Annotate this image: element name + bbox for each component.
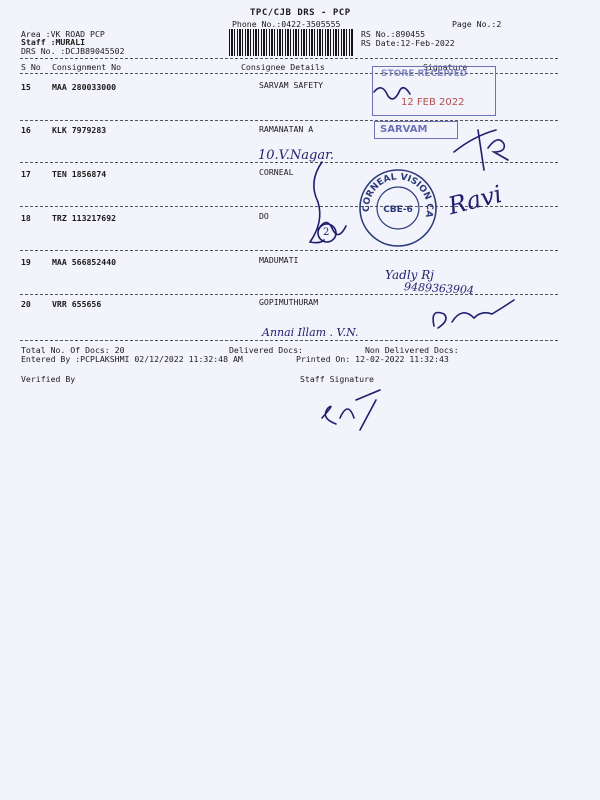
rs-date: RS Date:12-Feb-2022: [361, 38, 455, 48]
row-consignment: TRZ 113217692: [52, 213, 117, 223]
signature-row20: [433, 300, 514, 328]
row-consignee: GOPIMUTHURAM: [259, 297, 319, 307]
col-sno: S No: [21, 62, 41, 72]
sarvam-stamp-text: SARVAM: [380, 124, 428, 135]
row-consignment: MAA 566852440: [52, 257, 117, 267]
delivered-docs: Delivered Docs:: [229, 345, 303, 355]
entered-by: Entered By :PCPLAKSHMI 02/12/2022 11:32:48 AM: [21, 354, 243, 364]
area-label: Area :VK ROAD PCP: [21, 29, 105, 39]
signature-row16: [454, 130, 508, 170]
col-consignment: Consignment No: [52, 62, 122, 72]
store-received-text: STORE RECEIVED: [381, 69, 468, 79]
page-number: Page No.:2: [452, 19, 502, 29]
staff-signature-label: Staff Signature: [300, 374, 374, 384]
row-consignee: MADUMATI: [259, 255, 299, 265]
col-signature: Signature: [423, 62, 468, 72]
signature-row15: [374, 88, 410, 99]
row-sno: 16: [21, 125, 31, 135]
row-consignment: MAA 280033000: [52, 82, 117, 92]
verified-by: Verified By: [21, 374, 76, 384]
staff-label: Staff :MURALI: [21, 37, 86, 47]
report-title: TPC/CJB DRS - PCP: [250, 8, 351, 18]
stamp-date: 12 FEB 2022: [401, 97, 465, 108]
rs-number: RS No.:890455: [361, 29, 426, 39]
seal-outer-text: CORNEAL VISION CARE: [354, 161, 435, 219]
phone-number: Phone No.:0422-3505555: [232, 19, 341, 29]
row-sno: 19: [21, 257, 31, 267]
row-consignment: KLK 7979283: [52, 125, 107, 135]
col-consignee: Consignee Details: [241, 62, 325, 72]
row-sno: 17: [21, 169, 31, 179]
handwritten-gopi-address: Annai Illam . V.N.: [262, 326, 359, 339]
row-consignment: TEN 1856874: [52, 169, 107, 179]
row-sno: 20: [21, 299, 31, 309]
row-consignee: SARVAM SAFETY: [259, 80, 324, 90]
seal-inner-text: CBE-6: [383, 205, 413, 215]
handwritten-madumati-sign: Yadly Rj: [385, 268, 435, 282]
drs-number: DRS No. :DCJB89045502: [21, 46, 125, 56]
non-delivered-docs: Non Delivered Docs:: [365, 345, 459, 355]
total-docs: Total No. Of Docs: 20: [21, 345, 125, 355]
row-consignee: RAMANATAN A: [259, 124, 314, 134]
handwritten-phone: 9489363904: [403, 280, 475, 297]
handwritten-ravi: Ravi: [445, 179, 505, 221]
row-sno: 15: [21, 82, 31, 92]
handwritten-address: 10.V.Nagar.: [258, 148, 335, 163]
row-consignee: DO: [259, 211, 269, 221]
row-consignee: CORNEAL: [259, 167, 294, 177]
bracket-stroke: [310, 162, 324, 243]
handwritten-circled-number: 2: [323, 227, 330, 238]
row-sno: 18: [21, 213, 31, 223]
printed-on: Printed On: 12-02-2022 11:32:43: [296, 354, 449, 364]
row-consignment: VRR 655656: [52, 299, 102, 309]
